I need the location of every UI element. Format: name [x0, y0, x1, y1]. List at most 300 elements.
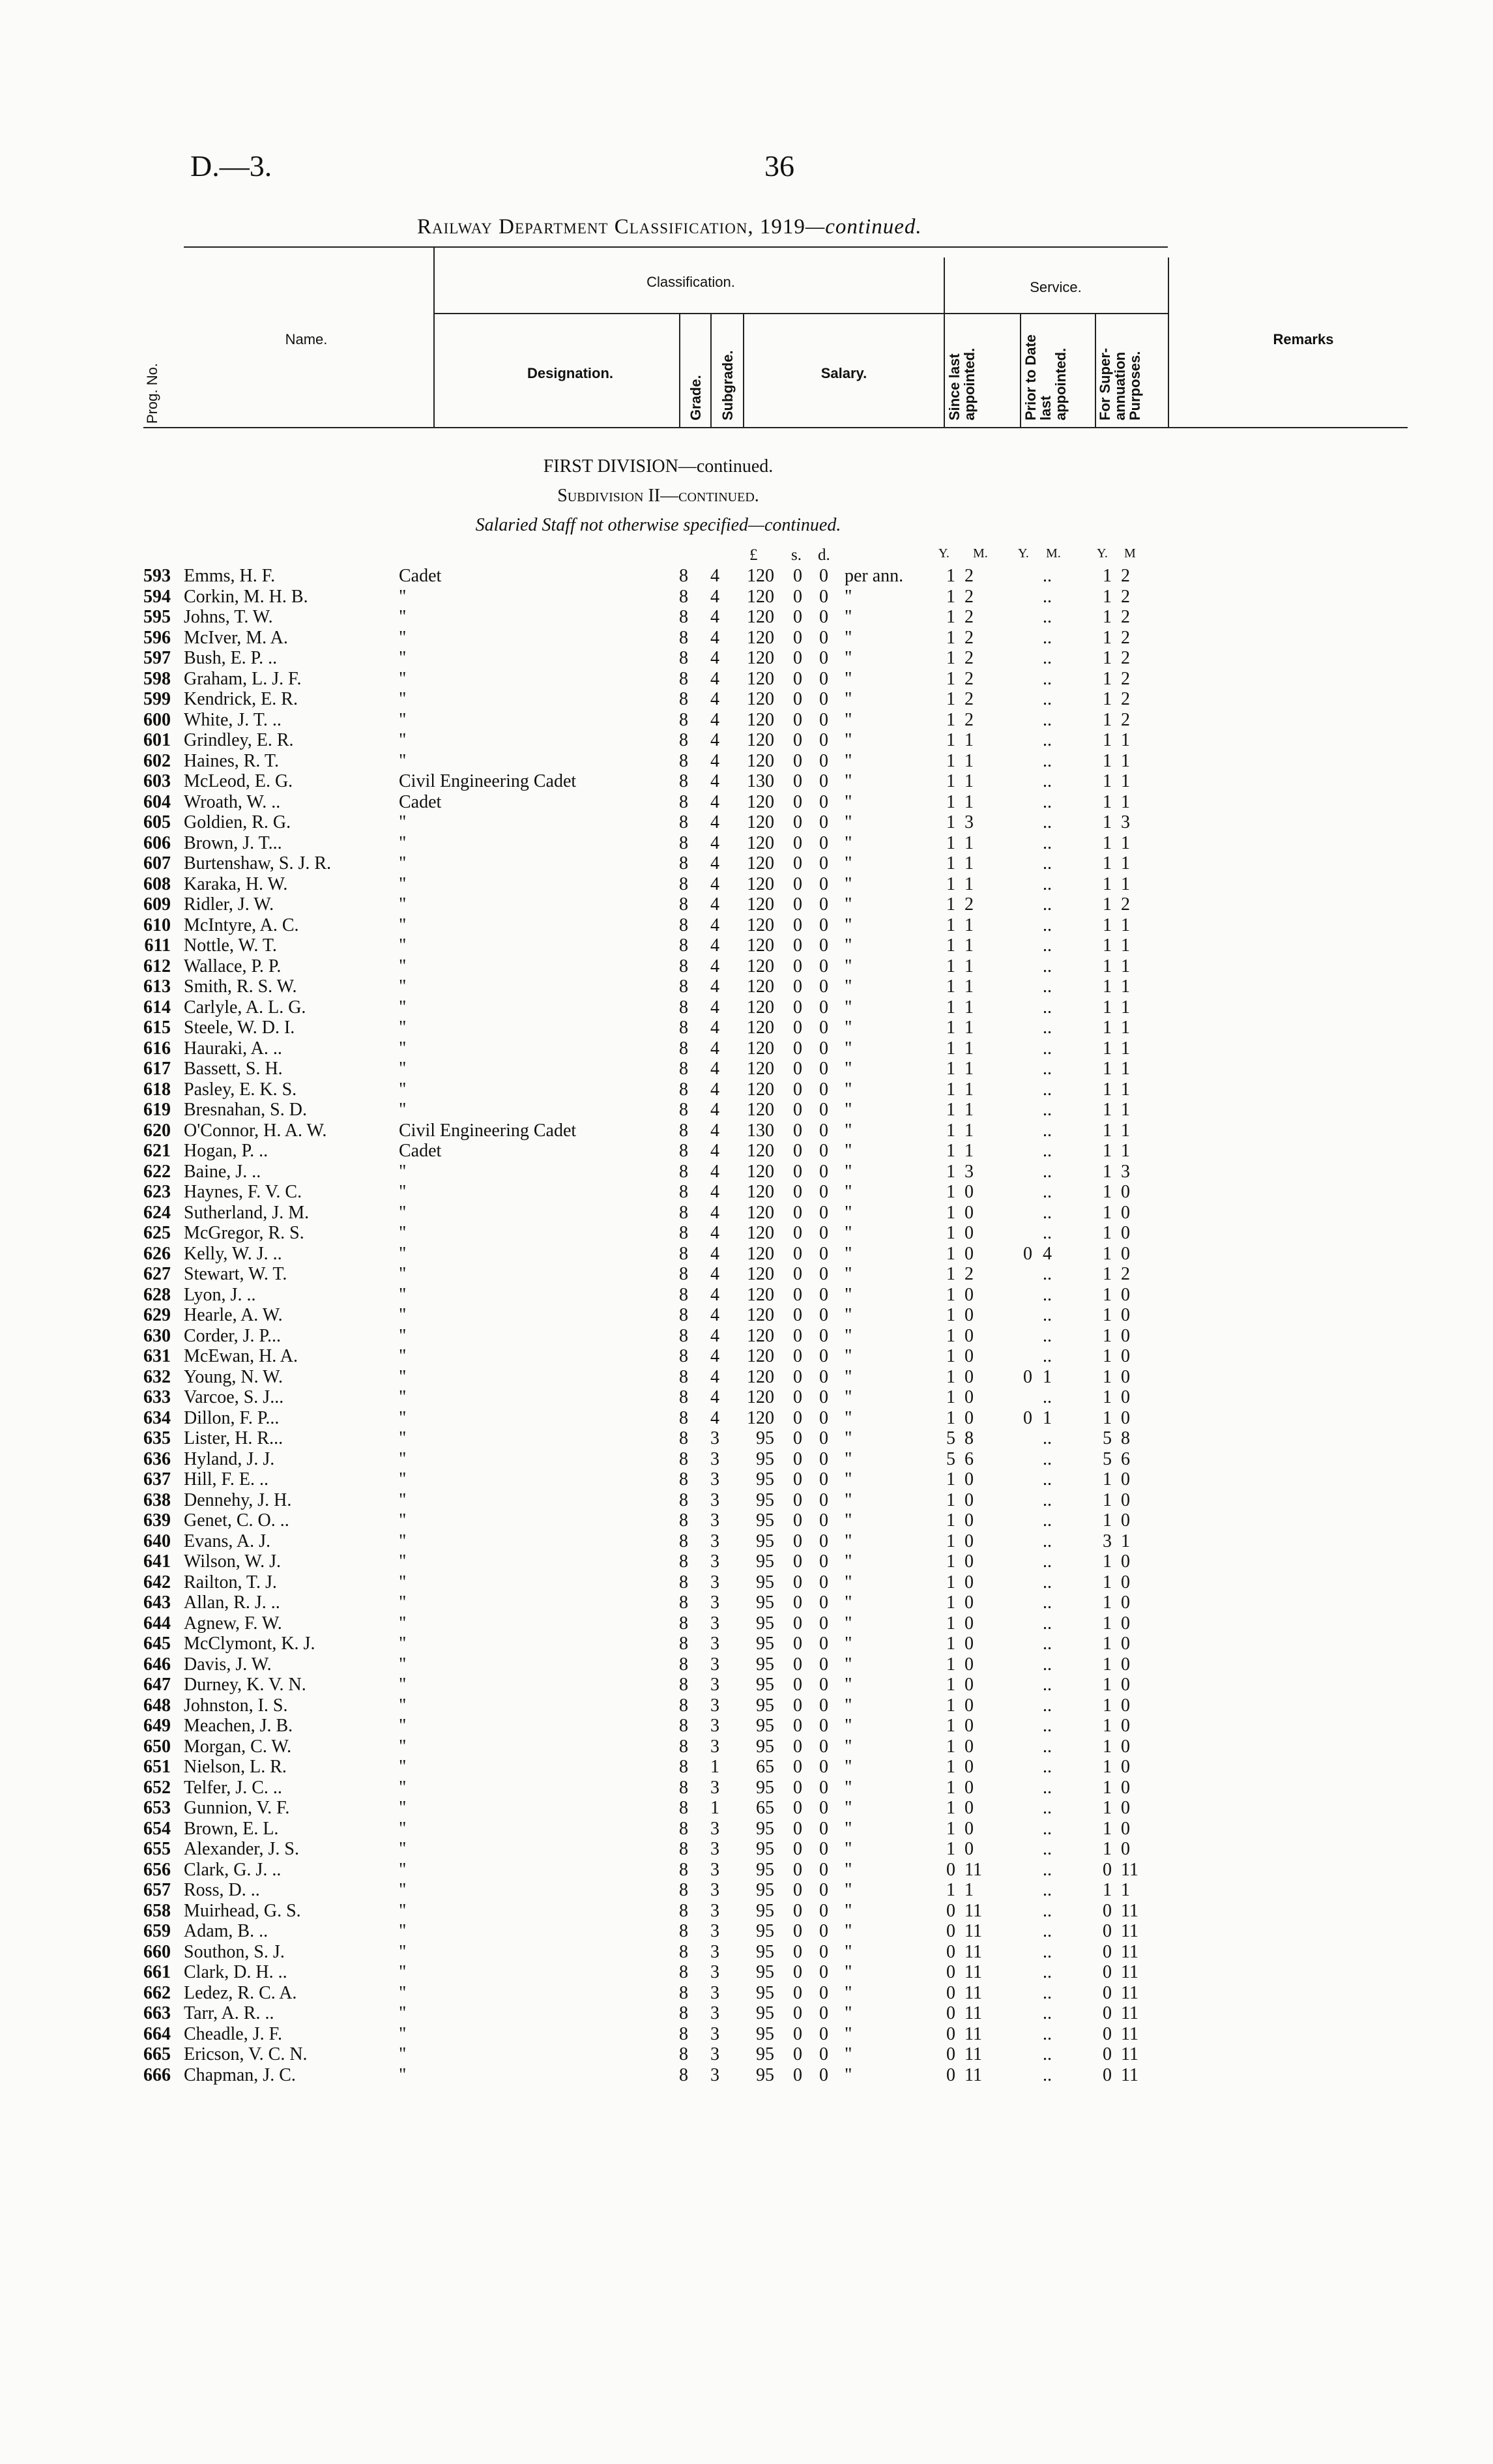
super-months: 0 [1121, 1798, 1130, 1818]
salary-pence: 0 [819, 894, 828, 915]
staff-name: Steele, W. D. I. [184, 1018, 295, 1038]
staff-name: McIver, M. A. [184, 627, 288, 648]
salary-period: " [845, 1757, 852, 1777]
grade: 8 [679, 750, 688, 771]
since-months: 11 [964, 1941, 982, 1962]
table-row [0, 1716, 1493, 1736]
prior-months: .. [1043, 2003, 1052, 2023]
subgrade: 4 [710, 1407, 719, 1428]
since-months: 11 [964, 1962, 982, 1982]
grade: 8 [679, 586, 688, 607]
prior-months: .. [1043, 853, 1052, 873]
col-header-service: Service. [1030, 279, 1082, 295]
prog-number: 599 [143, 689, 171, 709]
prog-number: 615 [143, 1018, 171, 1038]
salary-pounds: 120 [747, 750, 774, 771]
designation: " [399, 894, 407, 915]
super-months: 8 [1121, 1428, 1130, 1448]
super-months: 1 [1121, 1079, 1130, 1100]
designation: " [399, 1428, 407, 1448]
super-years: 1 [1103, 1223, 1112, 1243]
salary-shillings: 0 [793, 1839, 802, 1859]
subgrade: 4 [710, 1141, 719, 1161]
super-months: 1 [1121, 997, 1130, 1018]
designation: " [399, 976, 407, 997]
super-months: 0 [1121, 1613, 1130, 1634]
salary-shillings: 0 [793, 1695, 802, 1716]
prog-number: 600 [143, 709, 171, 730]
since-years: 1 [946, 1880, 955, 1900]
subgrade: 4 [710, 1059, 719, 1079]
since-years: 1 [946, 1059, 955, 1079]
super-months: 11 [1121, 1900, 1138, 1921]
prior-months: .. [1043, 1798, 1052, 1818]
unit-years: Y. [938, 546, 949, 561]
salary-pounds: 95 [756, 1510, 774, 1531]
table-row [0, 1839, 1493, 1859]
table-row [0, 1100, 1493, 1120]
super-years: 1 [1103, 566, 1112, 586]
since-months: 11 [964, 2044, 982, 2064]
super-months: 0 [1121, 1305, 1130, 1325]
table-row [0, 1510, 1493, 1531]
prog-number: 629 [143, 1305, 171, 1325]
since-years: 0 [946, 1962, 955, 1982]
salary-period: " [845, 1346, 852, 1366]
subgrade: 1 [710, 1757, 719, 1777]
designation: " [399, 1962, 407, 1982]
grade: 8 [679, 1592, 688, 1613]
prog-number: 638 [143, 1489, 171, 1510]
prior-months: .. [1043, 1428, 1052, 1448]
designation: " [399, 1654, 407, 1675]
since-months: 1 [964, 956, 974, 976]
salary-shillings: 0 [793, 1634, 802, 1654]
super-years: 1 [1103, 1798, 1112, 1818]
subgrade: 3 [710, 2044, 719, 2064]
salary-shillings: 0 [793, 1531, 802, 1551]
salary-pence: 0 [819, 956, 828, 976]
staff-name: Hyland, J. J. [184, 1448, 275, 1469]
prior-months: .. [1043, 1551, 1052, 1572]
salary-pounds: 130 [747, 771, 774, 791]
designation: " [399, 1818, 407, 1839]
designation: " [399, 1839, 407, 1859]
prog-number: 644 [143, 1613, 171, 1634]
since-years: 1 [946, 1736, 955, 1757]
table-row [0, 1490, 1493, 1510]
designation: " [399, 935, 407, 956]
salary-pounds: 120 [747, 1223, 774, 1243]
subgrade: 3 [710, 1941, 719, 1962]
staff-name: Evans, A. J. [184, 1531, 270, 1551]
col-header-salary: Salary. [820, 365, 867, 381]
super-months: 1 [1121, 1141, 1130, 1161]
subgrade: 4 [710, 771, 719, 791]
salary-shillings: 0 [793, 791, 802, 812]
prior-months: .. [1043, 1469, 1052, 1489]
salary-shillings: 0 [793, 627, 802, 648]
grade: 8 [679, 915, 688, 935]
subgrade: 3 [710, 1654, 719, 1675]
salary-shillings: 0 [793, 709, 802, 730]
designation: Civil Engineering Cadet [399, 1120, 577, 1141]
super-years: 3 [1103, 1531, 1112, 1551]
designation: " [399, 1716, 407, 1736]
super-months: 0 [1121, 1387, 1130, 1407]
since-months: 0 [964, 1325, 974, 1346]
designation: " [399, 709, 407, 730]
super-months: 0 [1121, 1572, 1130, 1592]
since-years: 0 [946, 1982, 955, 2003]
prior-months: .. [1043, 1859, 1052, 1880]
designation: " [399, 668, 407, 689]
super-years: 1 [1103, 1018, 1112, 1038]
table-row [0, 1921, 1493, 1941]
prior-months: .. [1043, 1448, 1052, 1469]
super-months: 0 [1121, 1284, 1130, 1305]
staff-name: Johnston, I. S. [184, 1695, 288, 1716]
grade: 8 [679, 689, 688, 709]
grade: 8 [679, 1634, 688, 1654]
super-years: 1 [1103, 1716, 1112, 1736]
prior-months: .. [1043, 1592, 1052, 1613]
since-years: 1 [946, 1264, 955, 1284]
designation: " [399, 915, 407, 935]
since-months: 2 [964, 566, 974, 586]
designation: " [399, 1880, 407, 1900]
subgrade: 3 [710, 1489, 719, 1510]
table-row [0, 1182, 1493, 1202]
prior-months: .. [1043, 648, 1052, 668]
salary-shillings: 0 [793, 566, 802, 586]
salary-pence: 0 [819, 1366, 828, 1387]
prog-number: 650 [143, 1736, 171, 1757]
grade: 8 [679, 1613, 688, 1634]
table-row [0, 1203, 1493, 1223]
salary-pence: 0 [819, 1325, 828, 1346]
since-years: 0 [946, 2064, 955, 2085]
table-row [0, 1305, 1493, 1325]
super-months: 1 [1121, 832, 1130, 853]
table-row [0, 1675, 1493, 1695]
header-vline [433, 246, 435, 428]
table-row [0, 1592, 1493, 1613]
super-years: 1 [1103, 1264, 1112, 1284]
unit-years: Y. [1018, 546, 1029, 561]
since-months: 1 [964, 997, 974, 1018]
prog-number: 635 [143, 1428, 171, 1448]
super-months: 0 [1121, 1325, 1130, 1346]
super-years: 0 [1103, 1921, 1112, 1941]
super-years: 1 [1103, 1613, 1112, 1634]
table-row [0, 1778, 1493, 1798]
since-months: 3 [964, 812, 974, 832]
salary-shillings: 0 [793, 873, 802, 894]
prior-months: .. [1043, 1223, 1052, 1243]
grade: 8 [679, 730, 688, 750]
salary-pence: 0 [819, 1839, 828, 1859]
staff-name: Hauraki, A. .. [184, 1038, 282, 1059]
since-years: 1 [946, 1777, 955, 1798]
salary-pounds: 120 [747, 812, 774, 832]
prog-number: 654 [143, 1818, 171, 1839]
super-months: 11 [1121, 2023, 1138, 2044]
table-row [0, 915, 1493, 935]
salary-shillings: 0 [793, 1161, 802, 1182]
since-years: 1 [946, 1387, 955, 1407]
super-years: 1 [1103, 771, 1112, 791]
subgrade: 4 [710, 894, 719, 915]
designation: " [399, 1079, 407, 1100]
designation: Civil Engineering Cadet [399, 771, 577, 791]
designation: " [399, 1059, 407, 1079]
prog-number: 621 [143, 1141, 171, 1161]
staff-name: Hogan, P. .. [184, 1141, 268, 1161]
prog-number: 643 [143, 1592, 171, 1613]
prior-months: .. [1043, 976, 1052, 997]
salary-shillings: 0 [793, 853, 802, 873]
staff-name: Railton, T. J. [184, 1572, 277, 1592]
staff-name: Lister, H. R... [184, 1428, 283, 1448]
prior-years: 0 [1023, 1366, 1032, 1387]
header-vline [710, 314, 712, 428]
table-row [0, 1141, 1493, 1161]
table-row [0, 648, 1493, 668]
since-years: 1 [946, 873, 955, 894]
salary-period: " [845, 1982, 852, 2003]
subgrade: 4 [710, 566, 719, 586]
staff-name: Carlyle, A. L. G. [184, 997, 306, 1018]
salary-pounds: 120 [747, 1284, 774, 1305]
table-row [0, 1737, 1493, 1757]
designation: " [399, 730, 407, 750]
staff-name: Meachen, J. B. [184, 1716, 293, 1736]
salary-period: " [845, 1387, 852, 1407]
designation: " [399, 1613, 407, 1634]
designation: " [399, 1489, 407, 1510]
header-bottom-rule [143, 427, 1408, 428]
prog-number: 639 [143, 1510, 171, 1531]
table-row [0, 1264, 1493, 1284]
since-months: 0 [964, 1695, 974, 1716]
salary-period: " [845, 2003, 852, 2023]
subgrade: 3 [710, 1736, 719, 1757]
designation: " [399, 1161, 407, 1182]
salary-pence: 0 [819, 689, 828, 709]
salary-pounds: 95 [756, 1489, 774, 1510]
prog-number: 651 [143, 1757, 171, 1777]
unit-pound: £ [749, 546, 758, 564]
salary-pence: 0 [819, 1634, 828, 1654]
prior-months: .. [1043, 668, 1052, 689]
super-months: 1 [1121, 1120, 1130, 1141]
grade: 8 [679, 935, 688, 956]
since-years: 1 [946, 976, 955, 997]
salary-period: " [845, 1798, 852, 1818]
title-continued: —continued. [805, 215, 922, 239]
salary-period: " [845, 791, 852, 812]
salary-pence: 0 [819, 1900, 828, 1921]
subgrade: 1 [710, 1798, 719, 1818]
salary-pounds: 95 [756, 1818, 774, 1839]
super-years: 1 [1103, 689, 1112, 709]
since-months: 1 [964, 873, 974, 894]
super-years: 0 [1103, 2023, 1112, 2044]
grade: 8 [679, 1284, 688, 1305]
salary-shillings: 0 [793, 1243, 802, 1264]
super-years: 5 [1103, 1448, 1112, 1469]
salary-period: " [845, 1428, 852, 1448]
salary-pence: 0 [819, 1531, 828, 1551]
since-years: 1 [946, 1182, 955, 1202]
table-row [0, 2044, 1493, 2064]
super-months: 2 [1121, 668, 1130, 689]
salary-pounds: 120 [747, 832, 774, 853]
salary-pounds: 120 [747, 1264, 774, 1284]
salary-pence: 0 [819, 668, 828, 689]
subgrade: 3 [710, 1880, 719, 1900]
salary-pounds: 95 [756, 1777, 774, 1798]
staff-name: Telfer, J. C. .. [184, 1777, 282, 1798]
salary-pence: 0 [819, 935, 828, 956]
staff-name: O'Connor, H. A. W. [184, 1120, 327, 1141]
super-years: 0 [1103, 1859, 1112, 1880]
grade: 8 [679, 1510, 688, 1531]
since-years: 1 [946, 1120, 955, 1141]
salary-shillings: 0 [793, 1572, 802, 1592]
salary-pounds: 120 [747, 935, 774, 956]
prog-number: 625 [143, 1223, 171, 1243]
prior-months: .. [1043, 1120, 1052, 1141]
table-row [0, 1695, 1493, 1716]
staff-name: Ridler, J. W. [184, 894, 274, 915]
since-years: 5 [946, 1448, 955, 1469]
salary-shillings: 0 [793, 1448, 802, 1469]
staff-name: Young, N. W. [184, 1366, 283, 1387]
subgrade: 4 [710, 709, 719, 730]
grade: 8 [679, 1695, 688, 1716]
salary-pounds: 120 [747, 709, 774, 730]
table-row [0, 1613, 1493, 1634]
grade: 8 [679, 2044, 688, 2064]
table-row [0, 833, 1493, 853]
prior-months: .. [1043, 709, 1052, 730]
super-years: 0 [1103, 2064, 1112, 2085]
since-months: 0 [964, 1551, 974, 1572]
super-years: 1 [1103, 853, 1112, 873]
subgrade: 4 [710, 832, 719, 853]
staff-name: McIntyre, A. C. [184, 915, 299, 935]
since-months: 1 [964, 1018, 974, 1038]
subgrade: 4 [710, 1018, 719, 1038]
subgrade: 3 [710, 1777, 719, 1798]
col-header-classification: Classification. [646, 274, 735, 290]
since-years: 1 [946, 750, 955, 771]
salary-shillings: 0 [793, 668, 802, 689]
designation: " [399, 1202, 407, 1223]
prog-number: 645 [143, 1634, 171, 1654]
subgrade: 3 [710, 1510, 719, 1531]
salary-pounds: 95 [756, 1551, 774, 1572]
prog-number: 652 [143, 1777, 171, 1798]
salary-period: " [845, 935, 852, 956]
super-months: 1 [1121, 1880, 1130, 1900]
since-months: 8 [964, 1428, 974, 1448]
prog-number: 594 [143, 586, 171, 607]
subgrade: 3 [710, 1818, 719, 1839]
since-months: 11 [964, 1921, 982, 1941]
salary-shillings: 0 [793, 1264, 802, 1284]
salary-shillings: 0 [793, 997, 802, 1018]
since-years: 1 [946, 791, 955, 812]
designation: " [399, 1223, 407, 1243]
designation: " [399, 648, 407, 668]
grade: 8 [679, 997, 688, 1018]
salary-pence: 0 [819, 1448, 828, 1469]
grade: 8 [679, 1469, 688, 1489]
super-years: 1 [1103, 1182, 1112, 1202]
salary-pence: 0 [819, 1592, 828, 1613]
subgrade: 3 [710, 1675, 719, 1695]
salary-shillings: 0 [793, 1469, 802, 1489]
prior-months: .. [1043, 586, 1052, 607]
grade: 8 [679, 1079, 688, 1100]
grade: 8 [679, 1100, 688, 1120]
prog-number: 660 [143, 1941, 171, 1962]
salary-shillings: 0 [793, 2064, 802, 2085]
salary-pounds: 95 [756, 2003, 774, 2023]
since-months: 0 [964, 1572, 974, 1592]
since-years: 1 [946, 1223, 955, 1243]
since-years: 1 [946, 1654, 955, 1675]
super-years: 1 [1103, 1059, 1112, 1079]
since-months: 0 [964, 1818, 974, 1839]
subgrade: 4 [710, 873, 719, 894]
col-header-since-last-appointed: Since last appointed. [946, 347, 978, 420]
salary-shillings: 0 [793, 1489, 802, 1510]
prog-number: 614 [143, 997, 171, 1018]
prior-months: .. [1043, 771, 1052, 791]
salary-period: " [845, 1941, 852, 1962]
super-years: 0 [1103, 1941, 1112, 1962]
salary-shillings: 0 [793, 812, 802, 832]
subgrade: 4 [710, 586, 719, 607]
salary-shillings: 0 [793, 1859, 802, 1880]
grade: 8 [679, 1818, 688, 1839]
grade: 8 [679, 1489, 688, 1510]
prior-months: .. [1043, 689, 1052, 709]
salary-period: " [845, 1366, 852, 1387]
designation: " [399, 1736, 407, 1757]
staff-name: Bush, E. P. .. [184, 648, 278, 668]
salary-period: " [845, 832, 852, 853]
since-months: 1 [964, 1079, 974, 1100]
page-title [417, 215, 1134, 239]
salary-period: " [845, 976, 852, 997]
super-years: 1 [1103, 1100, 1112, 1120]
table-row [0, 730, 1493, 750]
staff-name: McLeod, E. G. [184, 771, 293, 791]
super-years: 1 [1103, 1243, 1112, 1264]
super-months: 2 [1121, 1264, 1130, 1284]
salary-period: " [845, 1900, 852, 1921]
since-months: 1 [964, 915, 974, 935]
designation: " [399, 997, 407, 1018]
prior-months: .. [1043, 1100, 1052, 1120]
super-years: 1 [1103, 832, 1112, 853]
super-months: 0 [1121, 1551, 1130, 1572]
